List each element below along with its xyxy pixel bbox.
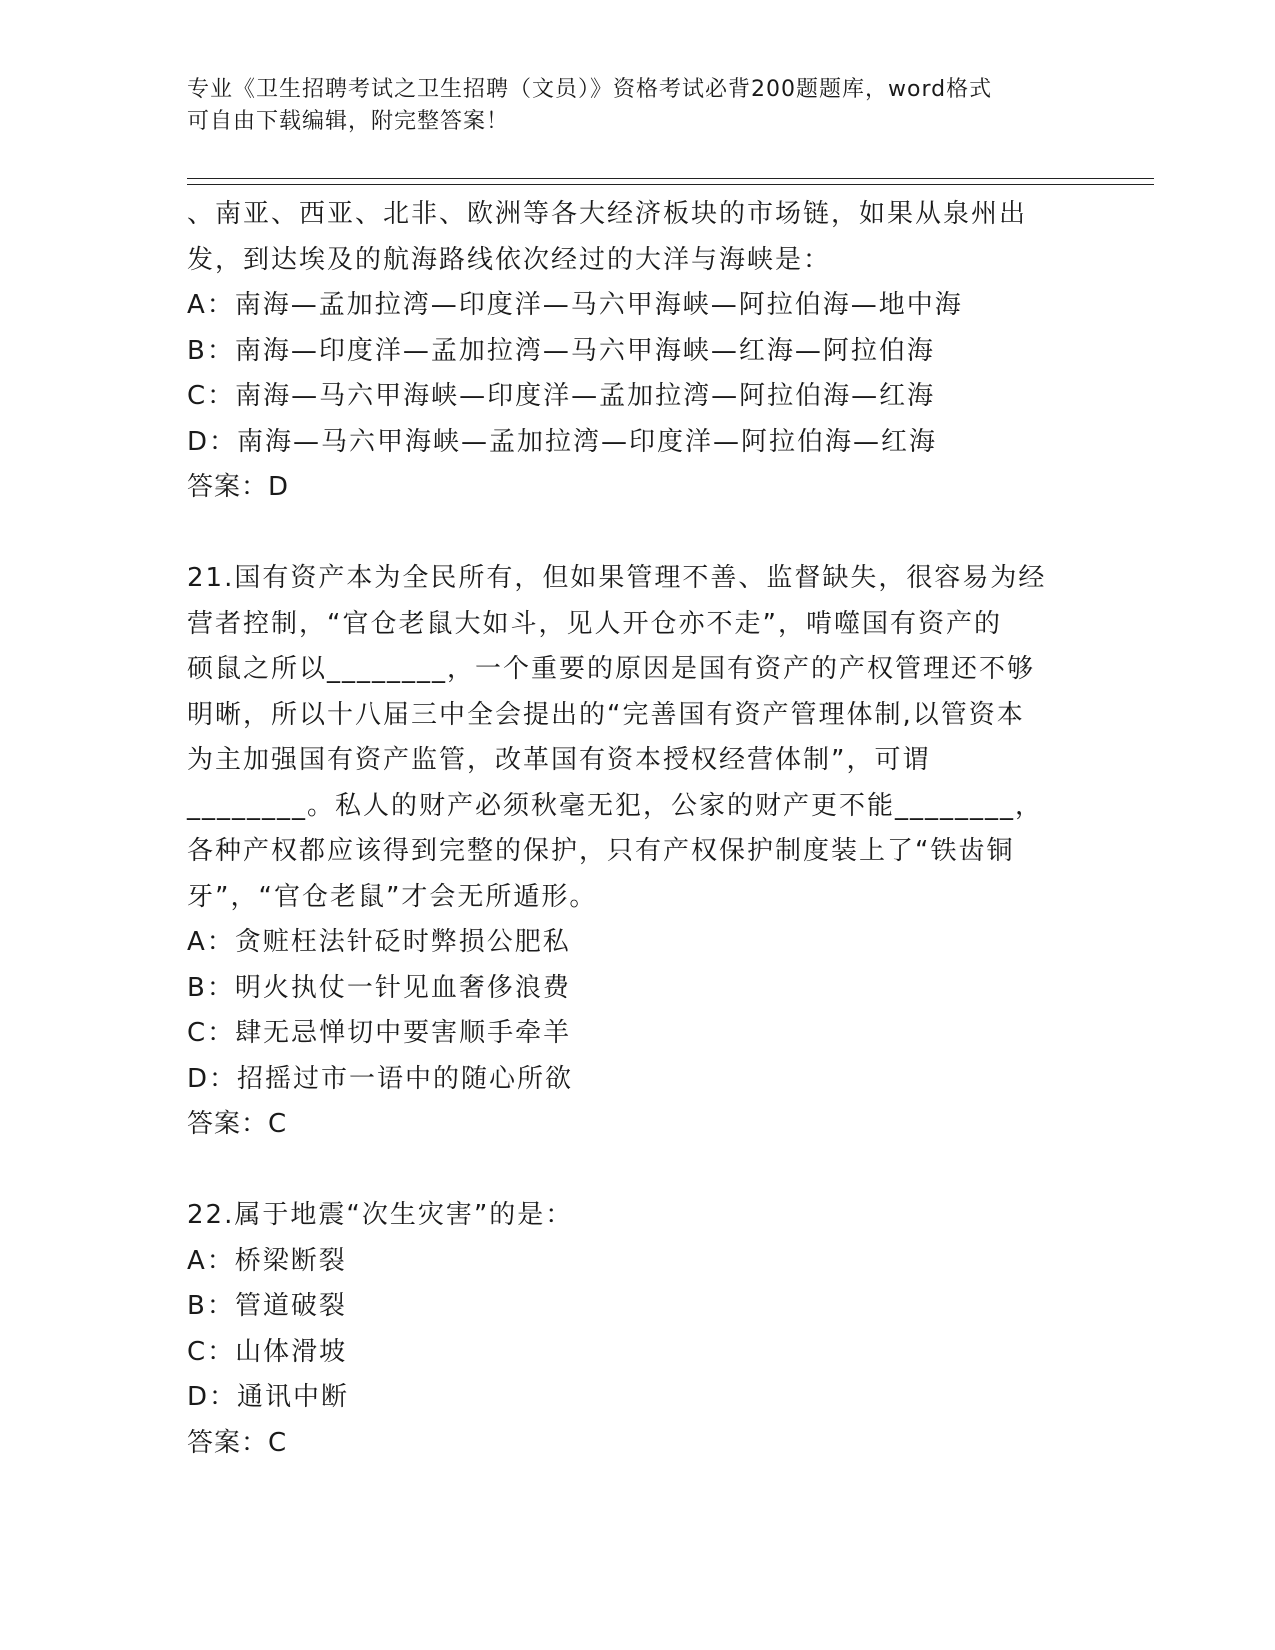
option-d: D：南海—马六甲海峡—孟加拉湾—印度洋—阿拉伯海—红海 <box>187 426 938 457</box>
question-stem-line: ________。私人的财产必须秋毫无犯，公家的财产更不能________， <box>187 790 1044 821</box>
option-b: B：明火执仗一针见血奢侈浪费 <box>187 972 571 1003</box>
header-divider-bottom <box>187 184 1154 185</box>
question-spacer <box>187 511 1087 557</box>
question-content <box>187 192 1087 1466</box>
answer-line: 答案：C <box>187 1427 288 1458</box>
header-line-2: 可自由下载编辑，附完整答案！ <box>187 109 510 134</box>
answer-line: 答案：D <box>187 472 290 502</box>
option-b: B：南海—印度洋—孟加拉湾—马六甲海峡—红海—阿拉伯海 <box>187 335 935 366</box>
question-22 <box>187 1193 1087 1466</box>
option-c: C：山体滑坡 <box>187 1336 348 1367</box>
option-a: A：南海—孟加拉湾—印度洋—马六甲海峡—阿拉伯海—地中海 <box>187 290 963 320</box>
question-21 <box>187 556 1087 1148</box>
question-20 <box>187 192 1087 511</box>
question-stem-line: 各种产权都应该得到完整的保护，只有产权保护制度装上了“铁齿铜 <box>187 836 1015 866</box>
header-divider-top <box>187 178 1154 179</box>
option-a: A：贪赃枉法针砭时弊损公肥私 <box>187 927 571 957</box>
option-c: C：肆无忌惮切中要害顺手牵羊 <box>187 1018 572 1048</box>
question-stem-line: 发，到达埃及的航海路线依次经过的大洋与海峡是： <box>187 244 832 275</box>
question-stem-line: 硕鼠之所以________，一个重要的原因是国有资产的产权管理还不够 <box>187 654 1036 684</box>
question-stem-line: 22.属于地震“次生灾害”的是： <box>187 1200 574 1230</box>
question-stem-line: 为主加强国有资产监管，改革国有资本授权经营体制”，可谓 <box>187 745 931 775</box>
question-spacer <box>187 1148 1087 1194</box>
answer-line: 答案：C <box>187 1109 288 1139</box>
question-stem-line: 牙”，“官仓老鼠”才会无所遁形。 <box>187 881 598 912</box>
option-b: B：管道破裂 <box>187 1291 347 1321</box>
question-stem-line: 21.国有资产本为全民所有，但如果管理不善、监督缺失，很容易为经 <box>187 563 1047 593</box>
option-d: D：招摇过市一语中的随心所欲 <box>187 1063 574 1094</box>
question-stem-line: 营者控制，“官仓老鼠大如斗，见人开仓亦不走”，啃噬国有资产的 <box>187 608 1002 639</box>
option-a: A：桥梁断裂 <box>187 1245 347 1276</box>
option-c: C：南海—马六甲海峡—印度洋—孟加拉湾—阿拉伯海—红海 <box>187 381 936 411</box>
question-stem-line: 、南亚、西亚、北非、欧洲等各大经济板块的市场链，如果从泉州出 <box>187 199 1028 229</box>
question-stem-line: 明晰，所以十八届三中全会提出的“完善国有资产管理体制,以管资本 <box>187 699 1025 730</box>
document-header <box>187 74 1087 138</box>
option-d: D：通讯中断 <box>187 1382 350 1412</box>
header-line-1: 专业《卫生招聘考试之卫生招聘（文员）》资格考试必背200题题库，word格式 <box>187 77 993 102</box>
